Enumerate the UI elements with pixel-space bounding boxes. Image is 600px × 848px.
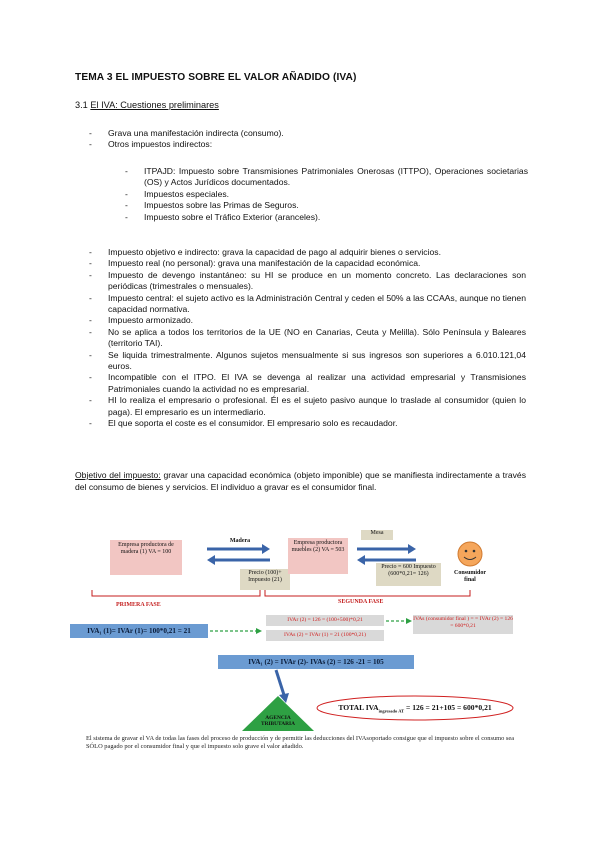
segunda-fase-label: SEGUNDA FASE (338, 599, 384, 605)
objective-paragraph (75, 470, 526, 493)
list-item: - Se liquida trimestralmente. Algunos sujetos mensualmente si sus ingresos son superiores a 6.010.121,04 euros. (108, 350, 526, 373)
list-item: - Otros impuestos indirectos: (108, 139, 528, 150)
mesa-label: Mesa (361, 530, 393, 540)
arrowhead-icon (357, 555, 365, 565)
segunda-fase-bracket (265, 590, 470, 596)
objective-label: Objetivo del impuesto: (75, 470, 161, 480)
page-title: TEMA 3 EL IMPUESTO SOBRE EL VALOR AÑADIDO (IVA) (75, 72, 357, 83)
list-item: - Impuestos sobre las Primas de Seguros. (144, 200, 528, 211)
ivar2-box: IVAr (2) = 126 = (100+500)*0,21 (266, 615, 384, 626)
ivas-final-box: IVAs (consumidor final ) = = IVAr (2) = 126 = 600*0,21 (413, 615, 513, 634)
list-item: - El que soporta el coste es el consumidor. El empresario solo es recaudador. (108, 418, 526, 429)
iva2-box: IVA₁ (2) = IVAr (2)- IVAs (2) = 126 -21 = 105 (218, 655, 414, 669)
ivas2-box: IVAs (2) = IVAr (1) = 21 (100*0,21) (266, 630, 384, 641)
total-rest: = 126 = 21+105 = 600*0,21 (404, 703, 492, 712)
list-item: - Grava una manifestación indirecta (consumo). (108, 128, 528, 139)
arrow-to-agency (276, 670, 284, 695)
bullet-list-intro (108, 128, 528, 151)
objective-text: gravar una capacidad económica (objeto imponible) que se manifiesta indirectamente a través del consumo de bienes y servicios. El individuo a gravar es el consumidor final. (75, 470, 526, 492)
list-item: - Impuesto de devengo instantáneo: su HI se produce en un momento concreto. Las declaraciones son periódicas (trimestrales o mensuales). (108, 270, 526, 293)
list-item: - Incompatible con el ITPO. El IVA se devenga al realizar una actividad empresarial y Transmisiones Patrimoniales cuando la actividad no es empresarial. (108, 372, 526, 395)
total-sub: ingresado AT (378, 708, 405, 714)
iva1-box: IVA₁ (1)= IVAr (1)= 100*0,21 = 21 (70, 624, 208, 638)
primera-fase-bracket (92, 590, 260, 596)
empresa-muebles-box: Empresa productora muebles (2) VA = 503 (288, 538, 348, 574)
diagram-caption: El sistema de gravar el VA de todas las fases del proceso de producción y de permitir las deducciones del IVAsoportado consigue que el impuesto sobre el consumo sea SÓLO pagado por el consumidor final y que el impuesto solo grave el valor añadido. (86, 735, 515, 751)
total-iva-label (322, 702, 508, 718)
section-label: El IVA: Cuestiones preliminares (90, 100, 219, 110)
arrowhead-icon (408, 544, 416, 554)
list-item: - Impuesto real (no personal): grava una manifestación de la capacidad económica. (108, 258, 526, 269)
total-prefix: TOTAL IVA (338, 703, 379, 712)
madera-label: Madera (229, 538, 251, 544)
primera-fase-label: PRIMERA FASE (116, 602, 161, 608)
empresa-madera-box: Empresa productora de madera (1) VA = 100 (110, 540, 182, 575)
precio2-box: Precio = 600 Impuesto (600*0,21= 126) (376, 563, 441, 586)
agencia-label: AGENCIA TRIBUTARIA (260, 715, 296, 727)
arrowhead-icon (207, 555, 215, 565)
list-item: - ITPAJD: Impuesto sobre Transmisiones Patrimoniales Onerosas (ITTPO), Operaciones societarias (OS) y Actos Jurídicos documentados. (144, 166, 528, 189)
precio1-box: Precio (100)+ Impuesto (21) (240, 569, 290, 590)
section-number: 3.1 (75, 100, 88, 110)
arrowhead-icon (262, 544, 270, 554)
bullet-list-characteristics (108, 247, 526, 430)
list-item: - Impuesto central: el sujeto activo es la Administración Central y ceden el 50% a las CCAAs, aunque no tienen capacidad normativa. (108, 293, 526, 316)
list-item: - Impuesto sobre el Tráfico Exterior (aranceles). (144, 212, 528, 223)
iva-diagram (70, 530, 530, 770)
list-item: - No se aplica a todos los territorios de la UE (NO en Canarias, Ceuta y Melilla). Sólo Península y Baleares (territorio TAI). (108, 327, 526, 350)
section-heading (75, 100, 219, 110)
consumer-smiley-icon (458, 542, 482, 566)
list-item: - Impuesto objetivo e indirecto: grava la capacidad de pago al adquirir bienes o servicios. (108, 247, 526, 258)
bullet-list-other-taxes (144, 166, 528, 223)
list-item: - Impuestos especiales. (144, 189, 528, 200)
list-item: - HI lo realiza el empresario o profesional. Él es el sujeto pasivo aunque lo traslade al consumidor (quien lo paga). El empresario es un intermediario. (108, 395, 526, 418)
list-item: - Impuesto armonizado. (108, 315, 526, 326)
consumidor-label: Consumidor final (453, 570, 486, 583)
